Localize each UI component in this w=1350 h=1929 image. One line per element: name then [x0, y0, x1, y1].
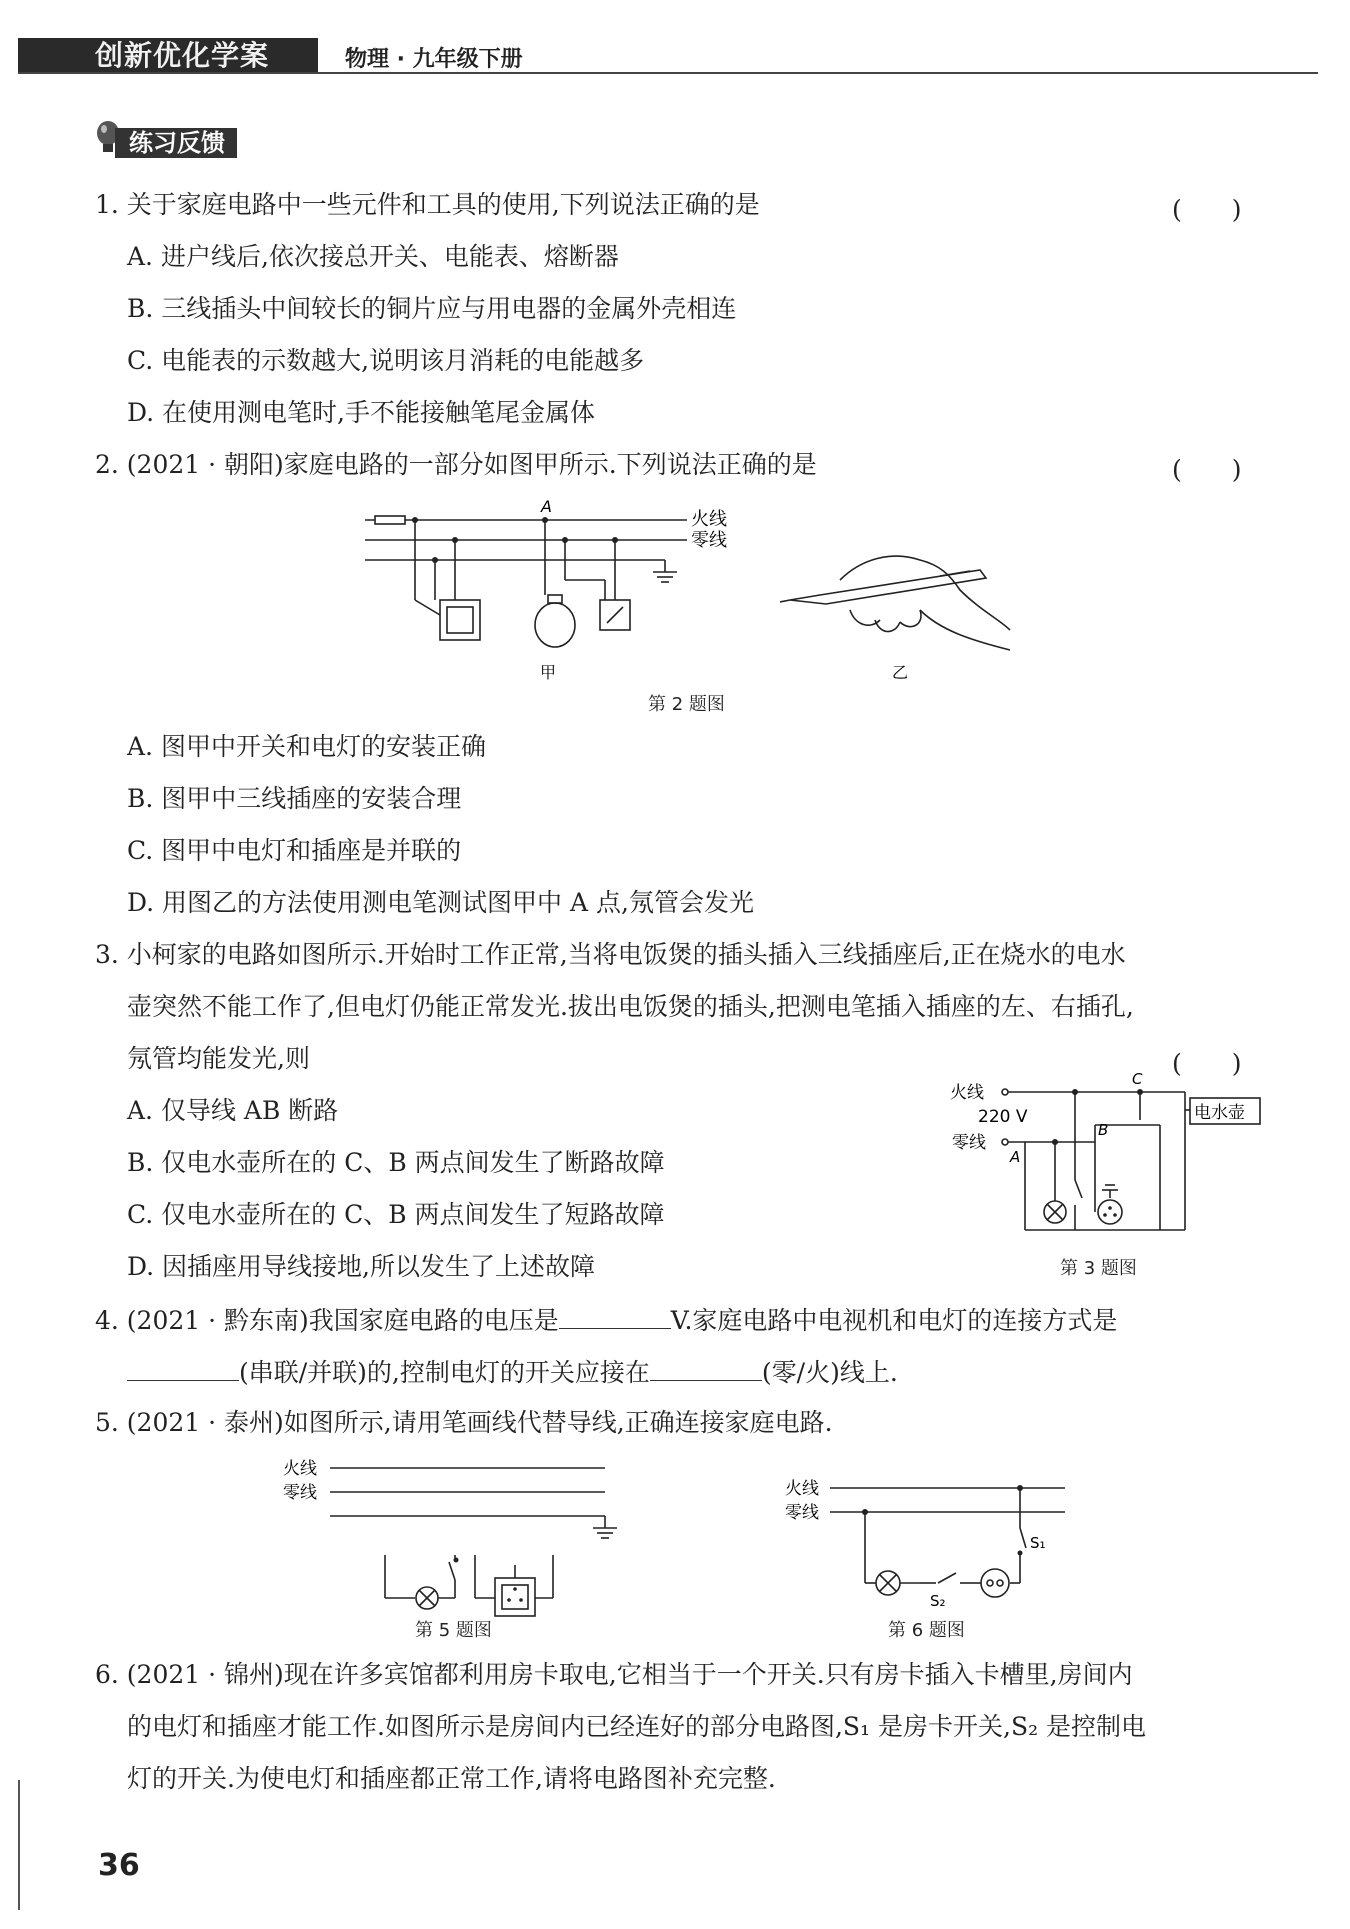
q2-answer-paren: ( )	[1172, 455, 1242, 484]
q4-line-1	[95, 1304, 1117, 1336]
q1-option-b: B. 三线插头中间较长的铜片应与用电器的金属外壳相连	[127, 294, 737, 323]
q1-option-a: A. 进户线后,依次接总开关、电能表、熔断器	[127, 242, 619, 271]
q3-figure	[950, 1070, 1270, 1240]
q3-option-b: B. 仅电水壶所在的 C、B 两点间发生了断路故障	[127, 1148, 665, 1177]
q2-option-d: D. 用图乙的方法使用测电笔测试图甲中 A 点,氖管会发光	[127, 888, 754, 917]
q3-answer-paren: ( )	[1172, 1049, 1242, 1078]
q2-point-a-label: A	[541, 500, 552, 516]
q6-neutral-label: 零线	[785, 1503, 819, 1523]
q2-figure-jia	[355, 500, 755, 690]
q5-caption: 第 5 题图	[415, 1620, 492, 1641]
header-divider	[18, 72, 1318, 74]
q2-fig-yi-label: 乙	[892, 663, 909, 682]
q6-live-label: 火线	[785, 1479, 819, 1499]
q2-stem: 2. (2021 · 朝阳)家庭电路的一部分如图甲所示.下列说法正确的是	[95, 450, 817, 479]
q2-live-label: 火线	[691, 509, 727, 530]
q2-figure-yi	[780, 540, 1020, 690]
q4-blank-connection[interactable]	[127, 1356, 239, 1381]
q4-text-4: (零/火)线上.	[761, 1358, 898, 1387]
q4-line-2	[127, 1356, 898, 1388]
q5-neutral-label: 零线	[283, 1483, 317, 1503]
q5-live-label: 火线	[283, 1459, 317, 1479]
q6-s2-label: S₂	[930, 1592, 946, 1610]
q2-option-c: C. 图甲中电灯和插座是并联的	[127, 836, 462, 865]
q5-figure	[275, 1450, 635, 1620]
q4-blank-voltage[interactable]	[559, 1304, 671, 1329]
q6-stem-line-1: 6. (2021 · 锦州)现在许多宾馆都利用房卡取电,它相当于一个开关.只有房卡插入卡槽里,房间内	[95, 1660, 1133, 1689]
q3-neutral-label: 零线	[952, 1133, 986, 1153]
subject-title: 物理 · 九年级下册	[345, 47, 523, 72]
q3-stem-line-2: 壶突然不能工作了,但电灯仍能正常发光.拔出电饭煲的插头,把测电笔插入插座的左、右插孔,	[127, 992, 1134, 1021]
q6-caption: 第 6 题图	[888, 1620, 965, 1641]
page-number: 36	[98, 1848, 140, 1883]
q3-point-a-label: A	[1010, 1148, 1021, 1166]
q3-kettle-label: 电水壶	[1194, 1103, 1245, 1123]
q3-stem-line-3: 氖管均能发光,则	[127, 1044, 310, 1073]
q3-point-b-label: B	[1098, 1121, 1109, 1139]
q4-text-3: (串联/并联)的,控制电灯的开关应接在	[239, 1358, 650, 1387]
q6-s1-label: S₁	[1030, 1534, 1046, 1552]
q2-neutral-label: 零线	[691, 530, 727, 551]
q3-voltage-label: 220 V	[978, 1107, 1028, 1127]
q4-text-2: V.家庭电路中电视机和电灯的连接方式是	[670, 1306, 1118, 1335]
q3-stem-line-1: 3. 小柯家的电路如图所示.开始时工作正常,当将电饭煲的插头插入三线插座后,正在烧水的电水	[95, 940, 1126, 969]
q2-option-a: A. 图甲中开关和电灯的安装正确	[127, 732, 486, 761]
q4-text-1: 4. (2021 · 黔东南)我国家庭电路的电压是	[95, 1306, 559, 1335]
q3-point-c-label: C	[1132, 1070, 1143, 1088]
q1-stem: 1. 关于家庭电路中一些元件和工具的使用,下列说法正确的是	[95, 190, 760, 219]
q1-option-d: D. 在使用测电笔时,手不能接触笔尾金属体	[127, 398, 595, 427]
q3-live-label: 火线	[950, 1083, 984, 1103]
q3-option-c: C. 仅电水壶所在的 C、B 两点间发生了短路故障	[127, 1200, 665, 1229]
q2-caption: 第 2 题图	[648, 694, 725, 715]
section-title: 练习反馈	[115, 128, 237, 158]
q5-stem: 5. (2021 · 泰州)如图所示,请用笔画线代替导线,正确连接家庭电路.	[95, 1408, 833, 1437]
left-margin-rule	[18, 1780, 20, 1910]
q3-option-d: D. 因插座用导线接地,所以发生了上述故障	[127, 1252, 595, 1281]
q1-option-c: C. 电能表的示数越大,说明该月消耗的电能越多	[127, 346, 645, 375]
q6-stem-line-3: 灯的开关.为使电灯和插座都正常工作,请将电路图补充完整.	[127, 1764, 776, 1793]
q4-blank-wire[interactable]	[650, 1356, 762, 1381]
q1-answer-paren: ( )	[1172, 195, 1242, 224]
brand-title: 创新优化学案	[95, 39, 270, 72]
q3-option-a: A. 仅导线 AB 断路	[127, 1096, 339, 1125]
q6-stem-line-2: 的电灯和插座才能工作.如图所示是房间内已经连好的部分电路图,S₁ 是房卡开关,S₂ 是控制电	[127, 1712, 1147, 1741]
q3-caption: 第 3 题图	[1060, 1258, 1137, 1279]
q2-option-b: B. 图甲中三线插座的安装合理	[127, 784, 462, 813]
q6-figure	[780, 1468, 1080, 1618]
q2-fig-jia-label: 甲	[540, 663, 557, 682]
